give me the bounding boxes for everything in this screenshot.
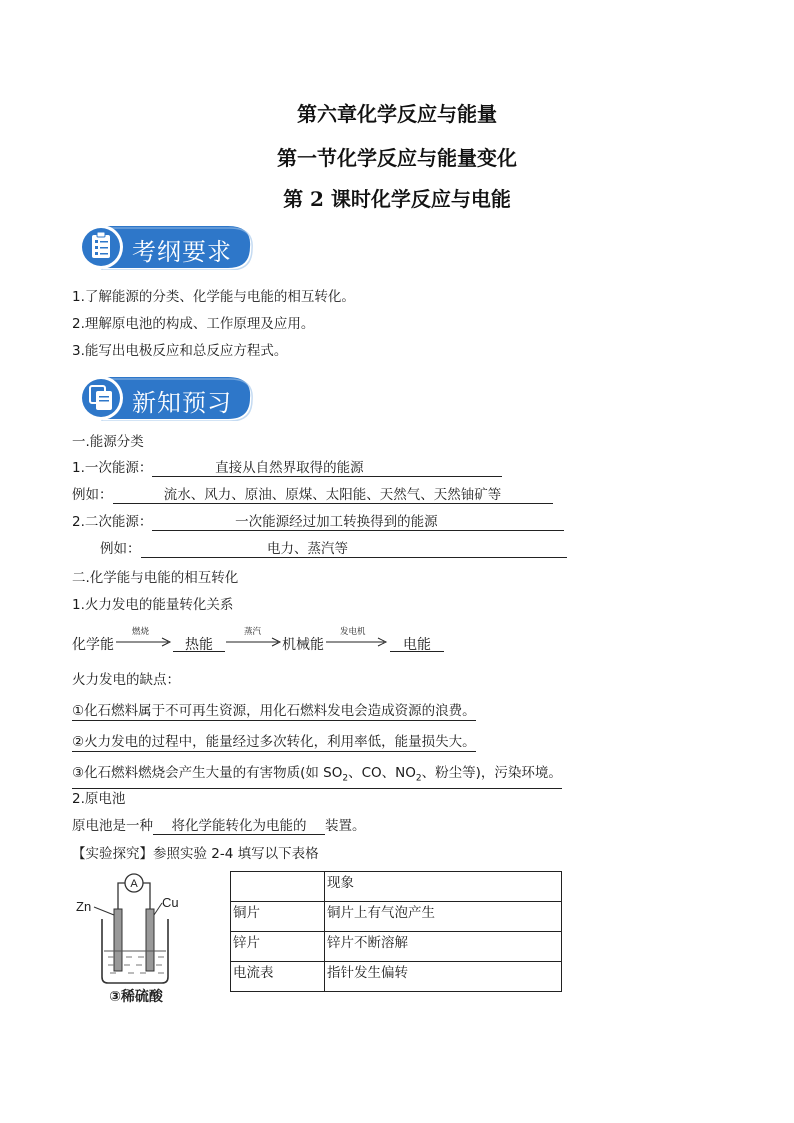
arrow-label: 蒸汽 (244, 627, 262, 637)
table-cell (231, 872, 325, 902)
primary-example: 流水、风力、原油、原煤、太阳能、天然气、天然铀矿等 (113, 486, 553, 504)
table-cell: 现象 (325, 872, 562, 902)
flow-start: 化学能 (72, 637, 114, 653)
section-title: 第一节化学反应与能量变化 (277, 146, 517, 170)
disadvantage-item: ③化石燃料燃烧会产生大量的有害物质(如 $SO_2$、CO、$NO_2$、粉尘等)，污染环境。 (72, 764, 562, 789)
secondary-example: 电力、蒸汽等 (141, 540, 567, 558)
disadvantage-heading: 火力发电的缺点： (72, 672, 180, 688)
secondary-label: 2.二次能源： (72, 514, 153, 530)
energy-heading: 一.能源分类 (72, 434, 144, 450)
observation-table (230, 871, 562, 992)
cell-answer: 将化学能转化为电能的 (153, 817, 325, 835)
table-cell: 铜片 (231, 902, 325, 932)
arrow-right-icon (226, 636, 282, 648)
clipboard-icon (92, 232, 110, 258)
table-header-row (231, 872, 562, 902)
flow-step-mechanical: 机械能 (282, 637, 324, 653)
arrow-right-icon (116, 636, 172, 648)
secondary-energy-line (72, 513, 564, 531)
requirement-item: 2.理解原电池的构成、工作原理及应用。 (72, 316, 315, 332)
requirement-item: 3.能写出电极反应和总反应方程式。 (72, 343, 288, 359)
arrow-label: 燃烧 (132, 627, 150, 637)
table-cell: 指针发生偏转 (325, 962, 562, 992)
table-cell: 铜片上有气泡产生 (325, 902, 562, 932)
primary-answer: 直接从自然界取得的能源 (152, 459, 502, 477)
arrow-right-icon (326, 636, 388, 648)
banner-label: 考纲要求 (132, 238, 232, 266)
banner-label: 新知预习 (132, 389, 232, 417)
experiment-heading: 【实验探究】参照实验 2-4 填写以下表格 (72, 846, 319, 862)
zn-label: Zn (76, 899, 92, 914)
table-row (231, 932, 562, 962)
thermal-power-heading: 1.火力发电的能量转化关系 (72, 597, 234, 613)
primary-example-label: 例如： (72, 487, 113, 503)
chapter-title: 第六章化学反应与能量 (297, 102, 497, 126)
ammeter-label: A (130, 878, 138, 890)
banner-exam-requirements (78, 224, 254, 270)
table-row (231, 962, 562, 992)
secondary-answer: 一次能源经过加工转换得到的能源 (152, 513, 564, 531)
galvanic-cell-diagram (74, 871, 198, 1005)
lesson-title: 第 2 课时化学反应与电能 (283, 187, 511, 211)
flow-step-electric: 电能 (390, 634, 444, 652)
galvanic-cell-definition: 原电池是一种 将化学能转化为电能的 装置。 (72, 818, 366, 834)
disadvantage-item: ①化石燃料属于不可再生资源，用化石燃料发电会造成资源的浪费。 (72, 703, 476, 719)
disadvantage-item: ②火力发电的过程中，能量经过多次转化，利用率低，能量损失大。 (72, 734, 476, 750)
flow-step-heat: 热能 (173, 634, 225, 652)
requirement-item: 1.了解能源的分类、化学能与电能的相互转化。 (72, 289, 355, 305)
arrow-label: 发电机 (340, 627, 366, 637)
solution-caption: ③稀硫酸 (109, 989, 163, 1005)
table-row (231, 902, 562, 932)
primary-energy-line (72, 459, 502, 477)
table-cell: 锌片不断溶解 (325, 932, 562, 962)
table-cell: 锌片 (231, 932, 325, 962)
secondary-example-line (100, 540, 567, 558)
banner-new-knowledge (78, 375, 254, 421)
secondary-example-label: 例如： (100, 541, 141, 557)
cu-label: Cu (162, 895, 179, 910)
primary-example-line (72, 486, 553, 504)
conversion-heading: 二.化学能与电能的相互转化 (72, 570, 239, 586)
table-cell: 电流表 (231, 962, 325, 992)
primary-label: 1.一次能源： (72, 460, 153, 476)
galvanic-cell-heading: 2.原电池 (72, 791, 126, 807)
